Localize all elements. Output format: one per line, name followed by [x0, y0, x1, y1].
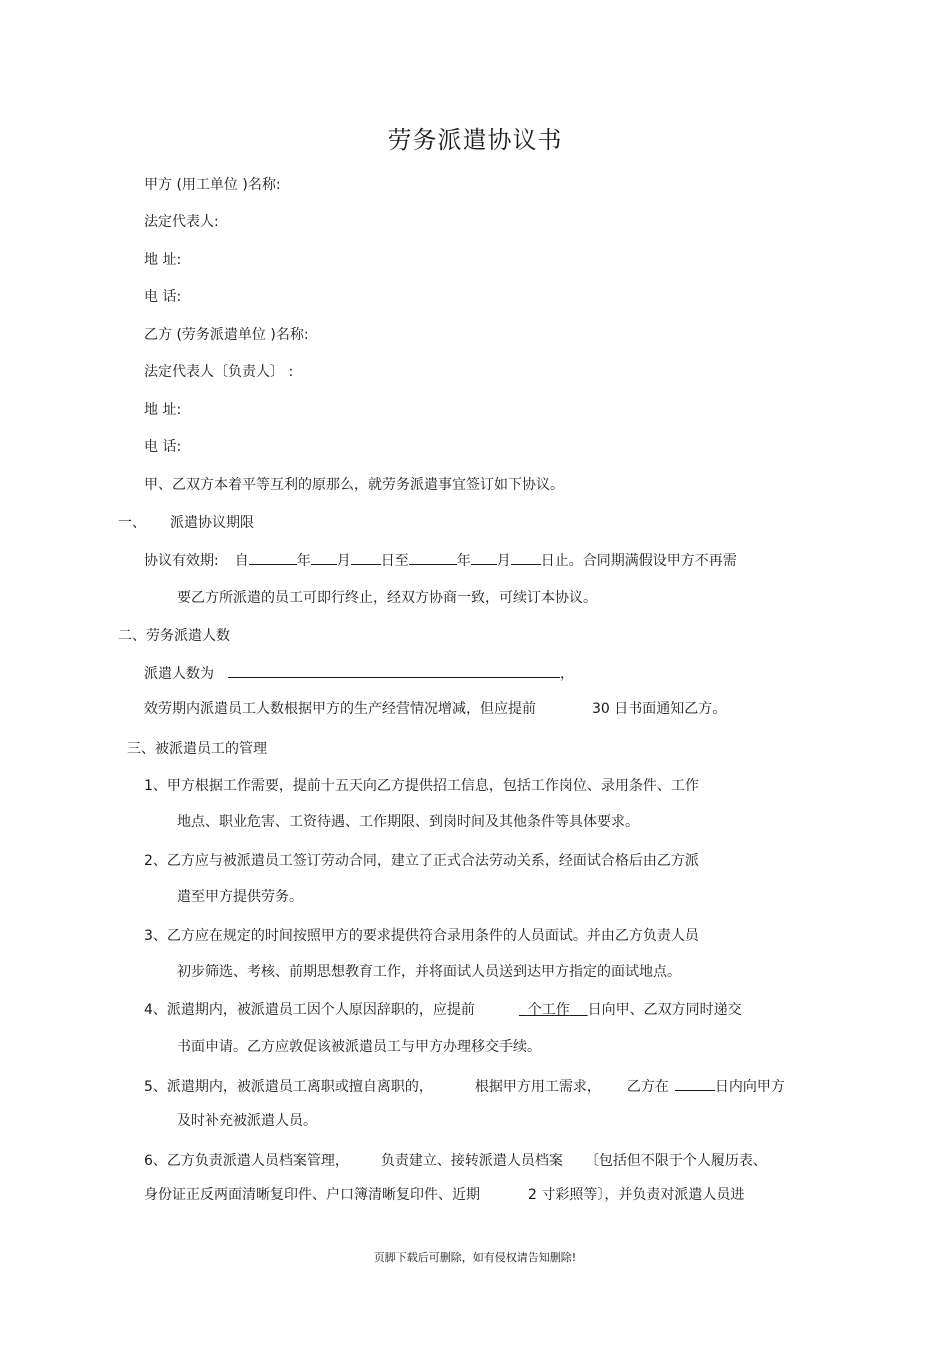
item5-line2: 及时补充被派遣人员。 [177, 1113, 317, 1129]
section1-term-line [144, 550, 737, 570]
end-day-blank[interactable] [511, 550, 541, 565]
section3-heading: 三、被派遣员工的管理 [127, 741, 267, 757]
day-end-text: 日止。合同期满假设甲方不再需 [540, 553, 737, 569]
item6-text-d: 身份证正反两面清晰复印件、户口簿清晰复印件、近期 [144, 1187, 480, 1203]
section1-heading-text: 派遣协议期限 [170, 515, 254, 531]
party-a-rep-label: 法定代表人: [144, 214, 219, 230]
section2-heading: 二、劳务派遣人数 [118, 628, 230, 644]
year-label: 年 [296, 553, 311, 569]
term-label: 协议有效期: [144, 553, 219, 569]
start-month-blank[interactable] [311, 550, 337, 565]
notice-days: 30 日书面通知乙方。 [592, 701, 727, 717]
item2-line2: 遣至甲方提供劳务。 [177, 889, 303, 905]
start-day-blank[interactable] [351, 550, 381, 565]
item4-line2: 书面申请。乙方应敦促该被派遣员工与甲方办理移交手续。 [177, 1039, 541, 1055]
item6-text-c: 〔包括但不限于个人履历表、 [584, 1153, 767, 1169]
item2-line1: 2、乙方应与被派遣员工签订劳动合同，建立了正式合法劳动关系，经面试合格后由乙方派 [144, 853, 699, 869]
preamble-text: 甲、乙双方本着平等互利的原那么，就劳务派遣事宜签订如下协议。 [144, 477, 564, 493]
year-label-2: 年 [456, 553, 471, 569]
item5-line1 [144, 1076, 785, 1096]
month-label-2: 月 [496, 553, 511, 569]
page-footer: 页脚下载后可删除，如有侵权请告知删除! [373, 1251, 577, 1264]
start-year-blank[interactable] [249, 550, 297, 565]
item6-text-b: 负责建立、接转派遣人员档案 [380, 1153, 563, 1169]
party-a-phone-label: 电 话: [144, 289, 182, 305]
day-to-label: 日至 [380, 553, 409, 569]
party-b-phone-label: 电 话: [144, 439, 182, 455]
section1-heading [118, 514, 254, 532]
end-month-blank[interactable] [471, 550, 497, 565]
item6-text-a: 6、乙方负责派遣人员档案管理， [144, 1153, 349, 1169]
item3-line2: 初步筛选、考核、前期思想教育工作，并将面试人员送到达甲方指定的面试地点。 [177, 964, 681, 980]
party-a-address-label: 地 址: [144, 252, 182, 268]
item5-text-d: 日内向甲方 [714, 1079, 785, 1095]
end-year-blank[interactable] [409, 550, 457, 565]
item4-text-a: 4、派遣期内，被派遣员工因个人原因辞职的，应提前 [144, 1002, 475, 1018]
section2-notice-line [144, 700, 726, 718]
month-label: 月 [336, 553, 351, 569]
item5-text-a: 5、派遣期内，被派遣员工离职或擅自离职的， [144, 1079, 433, 1095]
item5-days-blank[interactable] [675, 1076, 715, 1091]
section1-line2: 要乙方所派遣的员工可即行终止，经双方协商一致，可续订本协议。 [177, 590, 597, 606]
party-a-name-label: 甲方 (用工单位 )名称: [144, 177, 281, 193]
item4-days-blank[interactable] [519, 1002, 588, 1018]
item6-text-e: 2 寸彩照等〕，并负责对派遣人员进 [528, 1187, 745, 1203]
section2-count-line [144, 663, 574, 683]
document-title: 劳务派遣协议书 [387, 126, 563, 154]
count-blank[interactable] [228, 663, 560, 678]
item5-text-c: 乙方在 [626, 1079, 669, 1095]
section1-heading-num: 一、 [118, 515, 146, 531]
count-end: ， [560, 666, 574, 682]
item6-line2 [144, 1186, 744, 1204]
item1-line1: 1、甲方根据工作需要，提前十五天向乙方提供招工信息，包括工作岗位、录用条件、工作 [144, 778, 699, 794]
party-b-address-label: 地 址: [144, 402, 182, 418]
item1-line2: 地点、职业危害、工资待遇、工作期限、到岗时间及其他条件等具体要求。 [177, 814, 639, 830]
item5-text-b: 根据甲方用工需求， [474, 1079, 601, 1095]
item4-text-c: 日向甲、乙双方同时递交 [587, 1002, 742, 1018]
count-label: 派遣人数为 [144, 666, 214, 682]
item4-line1 [144, 1001, 742, 1019]
item6-line1 [144, 1152, 767, 1170]
party-b-name-label: 乙方 (劳务派遣单位 )名称: [144, 327, 309, 343]
party-b-rep-label: 法定代表人〔负责人〕 : [144, 364, 294, 380]
item3-line1: 3、乙方应在规定的时间按照甲方的要求提供符合录用条件的人员面试。并由乙方负责人员 [144, 928, 699, 944]
item4-text-b: 个工作 [527, 1002, 570, 1018]
term-from: 自 [234, 553, 249, 569]
notice-text: 效劳期内派遣员工人数根据甲方的生产经营情况增减，但应提前 [144, 701, 536, 717]
